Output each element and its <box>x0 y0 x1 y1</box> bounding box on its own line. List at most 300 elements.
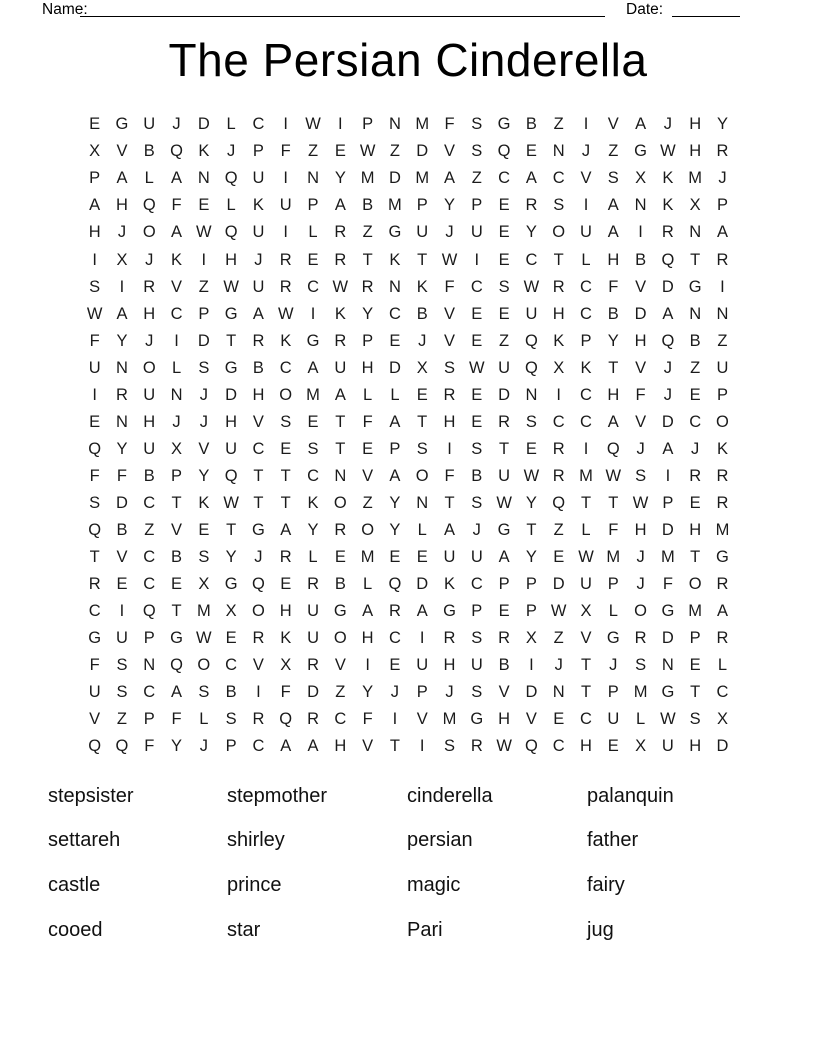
grid-letter: N <box>716 304 729 323</box>
grid-letter: J <box>663 358 672 377</box>
wordsearch-grid <box>81 111 736 760</box>
grid-letter: U <box>143 115 156 134</box>
grid-letter: Q <box>224 223 238 242</box>
grid-letter: Q <box>170 142 183 161</box>
grid-letter: Y <box>362 304 374 323</box>
grid-letter: S <box>225 710 237 729</box>
grid-letter: U <box>252 223 265 242</box>
grid-letter: V <box>334 656 346 675</box>
grid-letter: U <box>470 223 483 242</box>
grid-letter: T <box>89 548 100 567</box>
grid-letter: Q <box>224 466 238 485</box>
grid-letter: J <box>472 520 481 539</box>
grid-letter: R <box>716 142 729 161</box>
grid-letter: E <box>607 737 619 756</box>
grid-letter: S <box>689 710 701 729</box>
grid-letter: V <box>116 548 128 567</box>
word-item: father <box>587 829 639 852</box>
date-label: Date: <box>626 1 664 18</box>
grid-letter: T <box>690 548 701 567</box>
grid-letter: V <box>607 115 619 134</box>
grid-letter: N <box>552 683 565 702</box>
grid-letter: F <box>89 331 100 350</box>
grid-letter: U <box>307 629 319 648</box>
grid-letter: H <box>580 737 592 756</box>
grid-letter: J <box>145 331 154 350</box>
grid-letter: J <box>636 575 645 594</box>
grid-letter: C <box>388 304 401 323</box>
grid-letter: F <box>171 710 182 729</box>
grid-letter: Q <box>497 142 511 161</box>
grid-letter: X <box>635 169 647 188</box>
grid-letter: D <box>416 575 429 594</box>
grid-letter: I <box>201 250 207 269</box>
grid-letter: D <box>661 629 674 648</box>
grid-letter: N <box>115 358 128 377</box>
grid-letter: M <box>688 169 703 188</box>
grid-letter: U <box>716 358 729 377</box>
grid-letter: Z <box>144 520 155 539</box>
grid-letter: V <box>444 331 456 350</box>
grid-letter: L <box>581 250 591 269</box>
grid-letter: N <box>416 493 429 512</box>
word-item: shirley <box>227 829 285 852</box>
grid-letter: P <box>225 737 237 756</box>
grid-letter: A <box>116 169 128 188</box>
grid-letter: H <box>689 737 702 756</box>
grid-letter: R <box>716 250 729 269</box>
grid-letter: O <box>142 223 156 242</box>
grid-letter: L <box>171 358 182 377</box>
grid-letter: J <box>445 683 454 702</box>
grid-letter: R <box>307 575 319 594</box>
grid-letter: U <box>143 439 156 458</box>
grid-letter: R <box>525 196 538 215</box>
grid-letter: Y <box>307 520 319 539</box>
grid-letter: K <box>280 629 292 648</box>
word-item: cinderella <box>407 784 493 807</box>
grid-letter: T <box>417 250 428 269</box>
grid-letter: G <box>306 331 320 350</box>
grid-letter: I <box>174 331 179 350</box>
grid-letter: B <box>171 548 183 567</box>
grid-letter: I <box>529 656 534 675</box>
grid-letter: M <box>415 115 430 134</box>
grid-letter: R <box>661 223 674 242</box>
grid-letter: U <box>580 223 592 242</box>
grid-letter: Y <box>389 520 401 539</box>
grid-letter: B <box>498 656 510 675</box>
word-item: persian <box>407 829 473 852</box>
grid-letter: X <box>225 602 237 621</box>
grid-letter: F <box>608 520 619 539</box>
grid-letter: H <box>115 196 128 215</box>
grid-letter: A <box>280 737 292 756</box>
grid-letter: Z <box>717 331 728 350</box>
grid-letter: R <box>334 520 347 539</box>
grid-letter: V <box>444 142 456 161</box>
grid-letter: U <box>470 656 483 675</box>
grid-letter: F <box>444 277 455 296</box>
grid-letter: J <box>199 412 208 431</box>
grid-letter: Z <box>690 358 701 377</box>
grid-letter: F <box>444 115 455 134</box>
grid-letter: M <box>360 169 375 188</box>
grid-letter: T <box>580 493 592 512</box>
name-fill-line <box>80 0 605 17</box>
grid-letter: U <box>416 223 429 242</box>
grid-letter: O <box>142 358 156 377</box>
grid-letter: W <box>550 602 567 621</box>
grid-letter: Z <box>471 169 482 188</box>
grid-letter: X <box>689 196 701 215</box>
grid-letter: I <box>92 385 97 404</box>
grid-letter: V <box>89 710 101 729</box>
grid-letter: Q <box>224 169 238 188</box>
grid-letter: W <box>469 358 485 377</box>
grid-letter: H <box>334 737 347 756</box>
grid-letter: Z <box>335 683 346 702</box>
grid-letter: C <box>143 575 156 594</box>
grid-letter: Q <box>88 520 102 539</box>
grid-letter: Z <box>499 331 510 350</box>
grid-letter: A <box>171 223 183 242</box>
grid-letter: D <box>661 277 674 296</box>
grid-letter: W <box>660 710 676 729</box>
grid-letter: G <box>443 602 456 621</box>
grid-letter: K <box>553 331 565 350</box>
grid-letter: G <box>115 115 129 134</box>
grid-letter: L <box>635 710 646 729</box>
grid-letter: P <box>362 115 374 134</box>
word-item: magic <box>407 873 461 896</box>
grid-letter: E <box>89 115 101 134</box>
grid-letter: J <box>581 142 591 161</box>
grid-letter: G <box>606 629 620 648</box>
grid-letter: H <box>552 304 565 323</box>
grid-letter: Q <box>279 710 293 729</box>
grid-letter: Y <box>116 439 128 458</box>
grid-letter: U <box>498 358 511 377</box>
grid-letter: W <box>441 250 458 269</box>
grid-letter: F <box>444 466 455 485</box>
grid-letter: E <box>116 575 128 594</box>
grid-letter: R <box>716 629 729 648</box>
grid-letter: H <box>607 250 620 269</box>
grid-letter: O <box>279 385 293 404</box>
grid-letter: A <box>444 520 456 539</box>
grid-letter: F <box>171 196 182 215</box>
grid-letter: J <box>227 142 236 161</box>
grid-letter: S <box>635 656 647 675</box>
grid-letter: M <box>688 602 703 621</box>
grid-letter: U <box>443 548 456 567</box>
word-item: stepsister <box>48 784 134 807</box>
grid-letter: I <box>338 115 343 134</box>
grid-letter: T <box>499 439 510 458</box>
grid-letter: E <box>471 412 483 431</box>
grid-letter: C <box>498 169 511 188</box>
grid-letter: I <box>392 710 398 729</box>
grid-letter: S <box>607 169 619 188</box>
grid-letter: A <box>716 223 728 242</box>
grid-letter: Q <box>524 331 538 350</box>
grid-letter: D <box>197 115 210 134</box>
grid-letter: H <box>225 412 238 431</box>
grid-letter: S <box>498 277 510 296</box>
grid-letter: E <box>89 412 101 431</box>
grid-letter: Q <box>88 439 102 458</box>
grid-letter: V <box>416 710 428 729</box>
grid-letter: R <box>88 575 101 594</box>
grid-letter: L <box>363 385 373 404</box>
grid-letter: U <box>334 358 347 377</box>
grid-letter: D <box>552 575 565 594</box>
grid-letter: C <box>580 412 592 431</box>
grid-letter: H <box>689 115 702 134</box>
grid-letter: U <box>607 710 620 729</box>
grid-letter: T <box>608 493 619 512</box>
grid-letter: J <box>254 548 263 567</box>
grid-letter: K <box>662 196 674 215</box>
grid-letter: M <box>633 683 648 702</box>
grid-letter: P <box>143 629 155 648</box>
grid-letter: Y <box>525 548 537 567</box>
grid-letter: G <box>88 629 102 648</box>
grid-letter: L <box>308 223 318 242</box>
grid-letter: A <box>416 602 428 621</box>
word-list <box>48 774 767 952</box>
grid-letter: L <box>390 385 400 404</box>
grid-letter: E <box>498 223 510 242</box>
grid-letter: P <box>716 385 728 404</box>
grid-letter: W <box>196 223 212 242</box>
grid-letter: O <box>197 656 211 675</box>
grid-letter: V <box>198 439 210 458</box>
grid-letter: R <box>716 466 729 485</box>
grid-letter: R <box>443 629 456 648</box>
grid-letter: A <box>307 358 319 377</box>
grid-letter: N <box>307 169 319 188</box>
grid-letter: X <box>553 358 565 377</box>
grid-letter: G <box>497 115 511 134</box>
grid-letter: S <box>471 142 483 161</box>
grid-letter: J <box>663 115 672 134</box>
grid-letter: G <box>688 277 702 296</box>
grid-letter: R <box>552 277 565 296</box>
grid-letter: R <box>252 331 265 350</box>
grid-letter: U <box>470 548 483 567</box>
grid-letter: P <box>689 629 701 648</box>
grid-letter: E <box>525 439 537 458</box>
grid-letter: D <box>115 493 128 512</box>
grid-letter: I <box>447 439 452 458</box>
grid-letter: P <box>362 331 374 350</box>
grid-letter: V <box>580 629 592 648</box>
grid-letter: A <box>334 196 346 215</box>
grid-letter: P <box>607 575 619 594</box>
grid-letter: X <box>171 439 183 458</box>
grid-letter: R <box>279 250 292 269</box>
grid-letter: T <box>553 250 564 269</box>
grid-letter: U <box>143 385 156 404</box>
grid-letter: F <box>116 466 127 485</box>
grid-letter: N <box>388 277 401 296</box>
grid-letter: U <box>498 466 511 485</box>
grid-letter: C <box>307 466 319 485</box>
grid-letter: Y <box>525 223 537 242</box>
grid-letter: W <box>632 493 649 512</box>
grid-letter: K <box>307 493 319 512</box>
grid-letter: C <box>279 358 292 377</box>
grid-letter: E <box>689 493 701 512</box>
grid-letter: Z <box>307 142 319 161</box>
grid-letter: R <box>716 493 729 512</box>
grid-letter: V <box>252 412 264 431</box>
grid-letter: B <box>143 142 155 161</box>
grid-letter: H <box>443 656 456 675</box>
grid-letter: E <box>307 412 319 431</box>
grid-letter: T <box>171 602 182 621</box>
grid-letter: F <box>635 385 646 404</box>
grid-letter: H <box>689 142 702 161</box>
grid-letter: A <box>89 196 101 215</box>
word-item: castle <box>48 873 101 896</box>
grid-letter: A <box>607 412 619 431</box>
grid-letter: Y <box>334 169 346 188</box>
grid-letter: S <box>198 548 210 567</box>
grid-letter: I <box>665 466 671 485</box>
grid-letter: T <box>226 331 237 350</box>
grid-letter: D <box>525 683 538 702</box>
grid-letter: B <box>471 466 483 485</box>
grid-letter: Z <box>116 710 127 729</box>
grid-letter: G <box>388 223 402 242</box>
grid-letter: S <box>471 683 483 702</box>
grid-letter: C <box>252 115 265 134</box>
grid-letter: B <box>416 304 428 323</box>
grid-letter: P <box>143 710 155 729</box>
grid-letter: R <box>689 466 702 485</box>
grid-letter: N <box>689 304 702 323</box>
grid-letter: R <box>307 710 319 729</box>
grid-letter: E <box>280 439 292 458</box>
grid-letter: H <box>634 331 647 350</box>
grid-letter: E <box>362 439 374 458</box>
grid-letter: R <box>552 466 565 485</box>
grid-letter: N <box>170 385 183 404</box>
grid-letter: K <box>171 250 183 269</box>
grid-letter: S <box>280 412 292 431</box>
grid-letter: M <box>579 466 593 485</box>
grid-letter: K <box>334 304 346 323</box>
grid-letter: R <box>115 385 128 404</box>
grid-letter: W <box>523 466 540 485</box>
grid-letter: T <box>253 493 264 512</box>
grid-letter: V <box>362 737 374 756</box>
grid-letter: R <box>470 737 483 756</box>
grid-letter: O <box>716 412 729 431</box>
grid-letter: E <box>307 250 319 269</box>
grid-letter: V <box>525 710 537 729</box>
grid-letter: R <box>716 575 729 594</box>
grid-letter: E <box>471 385 483 404</box>
grid-letter: V <box>116 142 128 161</box>
grid-letter: K <box>716 439 728 458</box>
grid-letter: T <box>608 358 619 377</box>
grid-letter: L <box>308 548 318 567</box>
grid-letter: A <box>389 466 401 485</box>
grid-letter: C <box>307 277 319 296</box>
grid-letter: R <box>334 331 347 350</box>
grid-letter: U <box>661 737 674 756</box>
grid-letter: T <box>226 520 237 539</box>
grid-letter: N <box>689 223 702 242</box>
grid-letter: P <box>525 575 537 594</box>
grid-letter: U <box>307 602 319 621</box>
grid-letter: W <box>496 493 512 512</box>
grid-letter: I <box>283 115 289 134</box>
grid-letter: E <box>498 304 510 323</box>
grid-letter: B <box>116 520 128 539</box>
grid-letter: B <box>143 466 155 485</box>
grid-letter: D <box>307 683 319 702</box>
grid-letter: D <box>661 412 674 431</box>
grid-letter: H <box>225 250 238 269</box>
grid-letter: C <box>580 304 592 323</box>
grid-letter: H <box>443 412 456 431</box>
grid-letter: F <box>144 737 155 756</box>
grid-letter: T <box>690 683 701 702</box>
grid-letter: V <box>252 656 264 675</box>
grid-letter: C <box>143 548 156 567</box>
grid-letter: R <box>443 385 456 404</box>
grid-letter: Q <box>661 331 675 350</box>
grid-letter: Y <box>389 493 401 512</box>
grid-letter: G <box>470 710 484 729</box>
grid-letter: I <box>474 250 480 269</box>
grid-letter: P <box>580 331 592 350</box>
grid-letter: C <box>225 656 238 675</box>
grid-letter: Z <box>362 493 373 512</box>
grid-letter: J <box>172 115 181 134</box>
grid-letter: T <box>417 412 428 431</box>
grid-letter: G <box>497 520 511 539</box>
grid-letter: J <box>199 737 208 756</box>
grid-letter: N <box>661 656 674 675</box>
grid-letter: Y <box>607 331 619 350</box>
grid-letter: E <box>334 142 346 161</box>
grid-letter: N <box>552 142 565 161</box>
grid-letter: B <box>362 196 374 215</box>
grid-letter: M <box>388 196 402 215</box>
grid-letter: J <box>145 250 154 269</box>
grid-letter: J <box>117 223 127 242</box>
grid-letter: R <box>143 277 156 296</box>
grid-letter: I <box>310 304 316 323</box>
grid-letter: C <box>170 304 183 323</box>
grid-letter: W <box>277 304 294 323</box>
grid-letter: V <box>635 412 647 431</box>
grid-letter: E <box>689 656 701 675</box>
grid-letter: Q <box>142 196 156 215</box>
grid-letter: V <box>635 358 647 377</box>
grid-letter: L <box>608 602 618 621</box>
grid-letter: A <box>662 304 674 323</box>
grid-letter: T <box>580 656 592 675</box>
grid-letter: E <box>198 196 210 215</box>
grid-letter: V <box>580 169 592 188</box>
